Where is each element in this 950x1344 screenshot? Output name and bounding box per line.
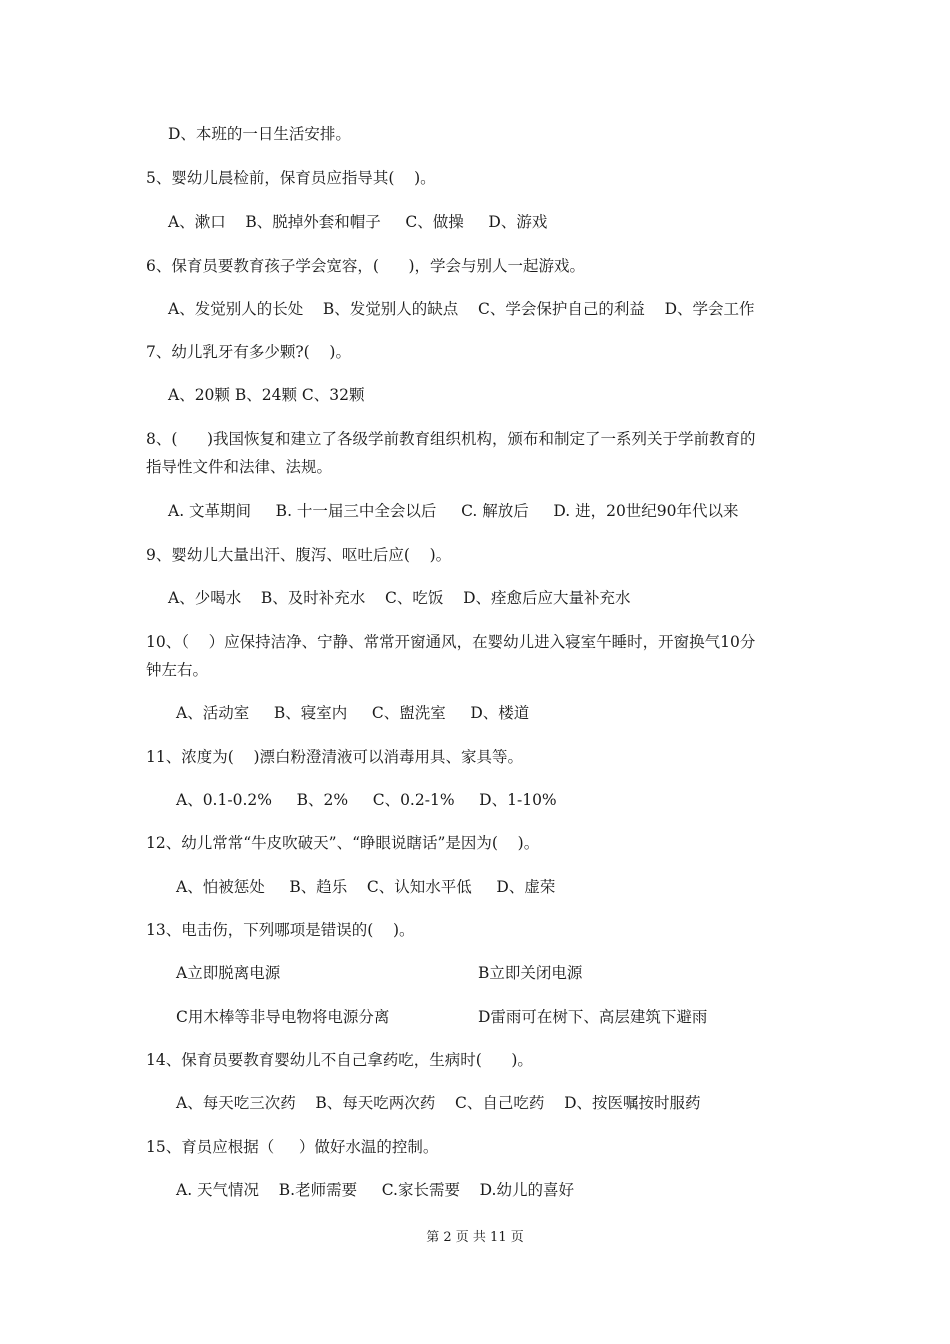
options-12: A、怕被惩处 B、趋乐 C、认知水平低 D、虚荣 (176, 878, 556, 896)
options-5: A、漱口 B、脱掉外套和帽子 C、做操 D、游戏 (168, 213, 548, 231)
question-8-cont: 指导性文件和法律、法规。 (146, 458, 333, 476)
question-9: 9、婴幼儿大量出汗、腹泻、呕吐后应( )。 (146, 546, 452, 564)
options-6: A、发觉别人的长处 B、发觉别人的缺点 C、学会保护自己的利益 D、学会工作 (168, 300, 755, 318)
question-8: 8、( )我国恢复和建立了各级学前教育组织机构，颁布和制定了一系列关于学前教育的 (146, 430, 756, 448)
option-13-d: D雷雨可在树下、高层建筑下避雨 (478, 1008, 708, 1026)
question-12: 12、幼儿常常“牛皮吹破天”、“睁眼说瞎话”是因为( )。 (146, 834, 540, 852)
options-7: A、20颗 B、24颗 C、32颗 (168, 386, 365, 404)
option-13-a: A立即脱离电源 (176, 964, 281, 982)
question-6: 6、保育员要教育孩子学会宽容，( )，学会与别人一起游戏。 (146, 257, 586, 275)
options-14: A、每天吃三次药 B、每天吃两次药 C、自己吃药 D、按医嘱按时服药 (176, 1094, 701, 1112)
question-11: 11、浓度为( )漂白粉澄清液可以消毒用具、家具等。 (146, 748, 524, 766)
page-footer: 第 2 页 共 11 页 (426, 1230, 524, 1245)
question-14: 14、保育员要教育婴幼儿不自己拿药吃，生病时( )。 (146, 1051, 533, 1069)
question-13: 13、电击伤，下列哪项是错误的( )。 (146, 921, 415, 939)
option-line: D、本班的一日生活安排。 (168, 125, 351, 143)
option-13-b: B立即关闭电源 (478, 964, 583, 982)
options-8: A. 文革期间 B. 十一届三中全会以后 C. 解放后 D. 进，20世纪90年代以来 (168, 502, 739, 520)
option-13-c: C用木棒等非导电物将电源分离 (176, 1008, 390, 1026)
options-9: A、少喝水 B、及时补充水 C、吃饭 D、痊愈后应大量补充水 (168, 589, 631, 607)
question-7: 7、幼儿乳牙有多少颗?( )。 (146, 343, 351, 361)
options-10: A、活动室 B、寝室内 C、盥洗室 D、楼道 (176, 704, 530, 722)
question-15: 15、育员应根据（ ）做好水温的控制。 (146, 1138, 439, 1156)
question-10-cont: 钟左右。 (146, 661, 209, 679)
options-15: A. 天气情况 B.老师需要 C.家长需要 D.幼儿的喜好 (176, 1181, 574, 1199)
options-11: A、0.1-0.2% B、2% C、0.2-1% D、1-10% (176, 791, 557, 809)
question-10: 10、（ ）应保持洁净、宁静、常常开窗通风，在婴幼儿进入寝室午睡时，开窗换气10分 (146, 633, 756, 651)
question-5: 5、婴幼儿晨检前，保育员应指导其( )。 (146, 169, 436, 187)
